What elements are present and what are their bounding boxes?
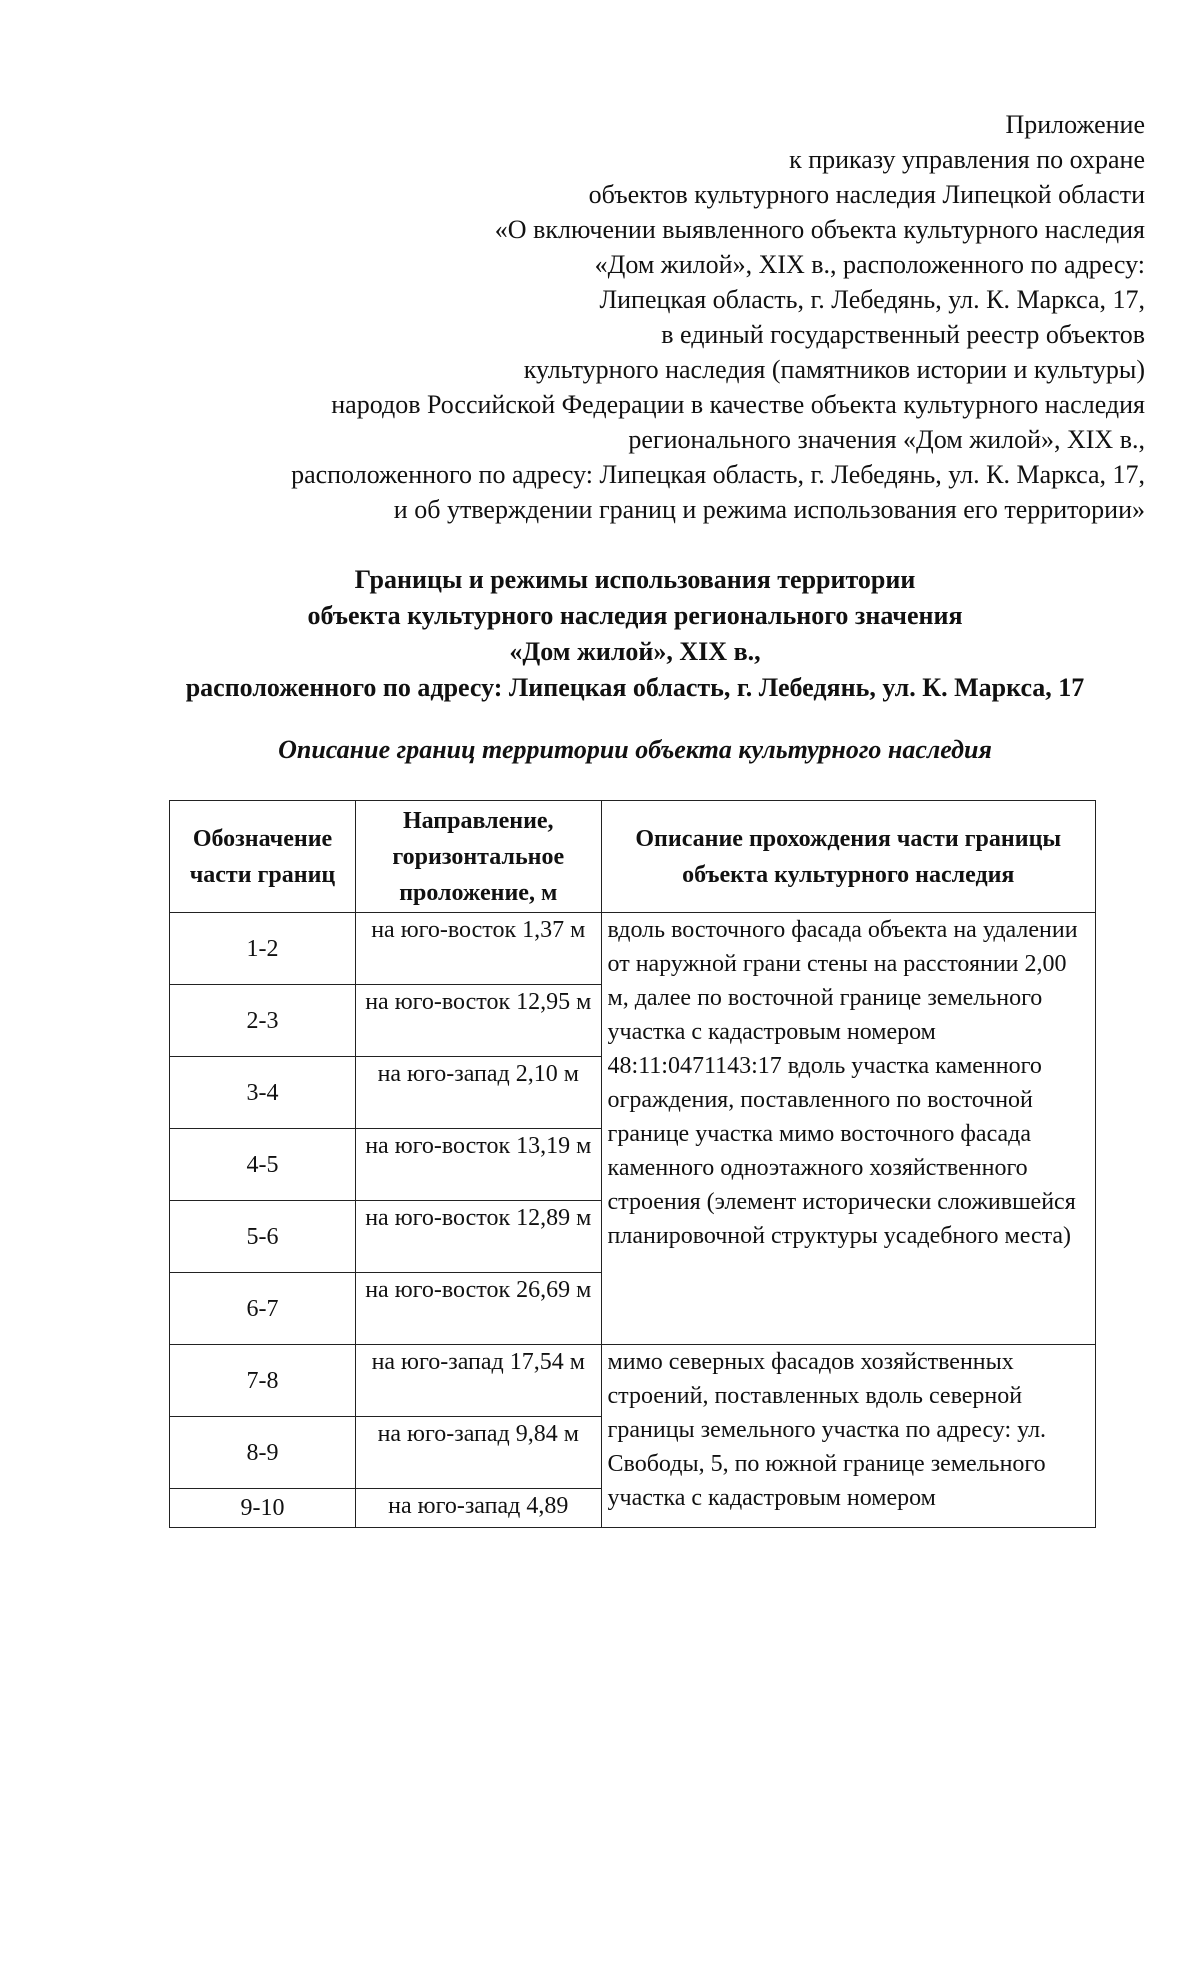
document-title: [150, 562, 1120, 706]
cell-part: 2-3: [170, 985, 356, 1057]
cell-direction: на юго-восток 12,95 м: [355, 985, 601, 1057]
table-row: [170, 913, 1096, 985]
cell-direction: на юго-восток 12,89 м: [355, 1201, 601, 1273]
cell-part: 3-4: [170, 1057, 356, 1129]
table-header-row: [170, 801, 1096, 913]
appendix-line: к приказу управления по охране: [789, 145, 1145, 174]
section-subtitle: Описание границ территории объекта культурного наследия: [278, 735, 992, 764]
cell-part: 4-5: [170, 1129, 356, 1201]
header-direction: Направление, горизонтальное проложение, м: [355, 801, 601, 913]
title-line: «Дом жилой», XIX в.,: [509, 637, 761, 666]
cell-direction: на юго-запад 17,54 м: [355, 1345, 601, 1417]
cell-direction: на юго-восток 13,19 м: [355, 1129, 601, 1201]
header-part: Обозначение части границ: [170, 801, 356, 913]
cell-part: 8-9: [170, 1417, 356, 1489]
cell-direction: на юго-запад 2,10 м: [355, 1057, 601, 1129]
cell-part: 9-10: [170, 1489, 356, 1528]
cell-direction: на юго-восток 1,37 м: [355, 913, 601, 985]
appendix-line: Липецкая область, г. Лебедянь, ул. К. Маркса, 17,: [599, 285, 1145, 314]
title-line: расположенного по адресу: Липецкая область, г. Лебедянь, ул. К. Маркса, 17: [185, 673, 1085, 702]
cell-direction: на юго-запад 4,89: [355, 1489, 601, 1528]
appendix-line: и об утверждении границ и режима использования его территории»: [393, 495, 1145, 524]
appendix-line: в единый государственный реестр объектов: [661, 320, 1145, 349]
appendix-header: [145, 107, 1145, 527]
cell-description: мимо северных фасадов хозяйственных строений, поставленных вдоль северной границы земельного участка по адресу: ул. Свободы, 5, по южной границе земельного участка с кадастровым номером: [601, 1345, 1095, 1528]
appendix-line: объектов культурного наследия Липецкой области: [588, 180, 1145, 209]
cell-direction: на юго-восток 26,69 м: [355, 1273, 601, 1345]
boundaries-table: [169, 800, 1096, 1528]
appendix-line: расположенного по адресу: Липецкая область, г. Лебедянь, ул. К. Маркса, 17,: [291, 460, 1145, 489]
table-row: [170, 1345, 1096, 1417]
appendix-line: «Дом жилой», XIX в., расположенного по адресу:: [594, 250, 1145, 279]
appendix-line: «О включении выявленного объекта культурного наследия: [494, 215, 1145, 244]
header-description: Описание прохождения части границы объекта культурного наследия: [601, 801, 1095, 913]
title-line: объекта культурного наследия регионального значения: [307, 601, 963, 630]
cell-part: 1-2: [170, 913, 356, 985]
appendix-line: культурного наследия (памятников истории и культуры): [523, 355, 1145, 384]
appendix-line: регионального значения «Дом жилой», XIX в.,: [628, 425, 1145, 454]
title-line: Границы и режимы использования территории: [354, 565, 916, 594]
cell-part: 7-8: [170, 1345, 356, 1417]
cell-description: вдоль восточного фасада объекта на удалении от наружной грани стены на расстоянии 2,00 м, далее по восточной границе земельного участка с кадастровым номером 48:11:0471143:17 вдоль участка каменного ограждения, поставленного по восточной границе участка мимо восточного фасада каменного одноэтажного хозяйственного строения (элемент исторически сложившейся планировочной структуры усадебного места): [601, 913, 1095, 1345]
appendix-line: Приложение: [1005, 110, 1145, 139]
cell-direction: на юго-запад 9,84 м: [355, 1417, 601, 1489]
cell-part: 5-6: [170, 1201, 356, 1273]
appendix-line: народов Российской Федерации в качестве объекта культурного наследия: [331, 390, 1145, 419]
cell-part: 6-7: [170, 1273, 356, 1345]
